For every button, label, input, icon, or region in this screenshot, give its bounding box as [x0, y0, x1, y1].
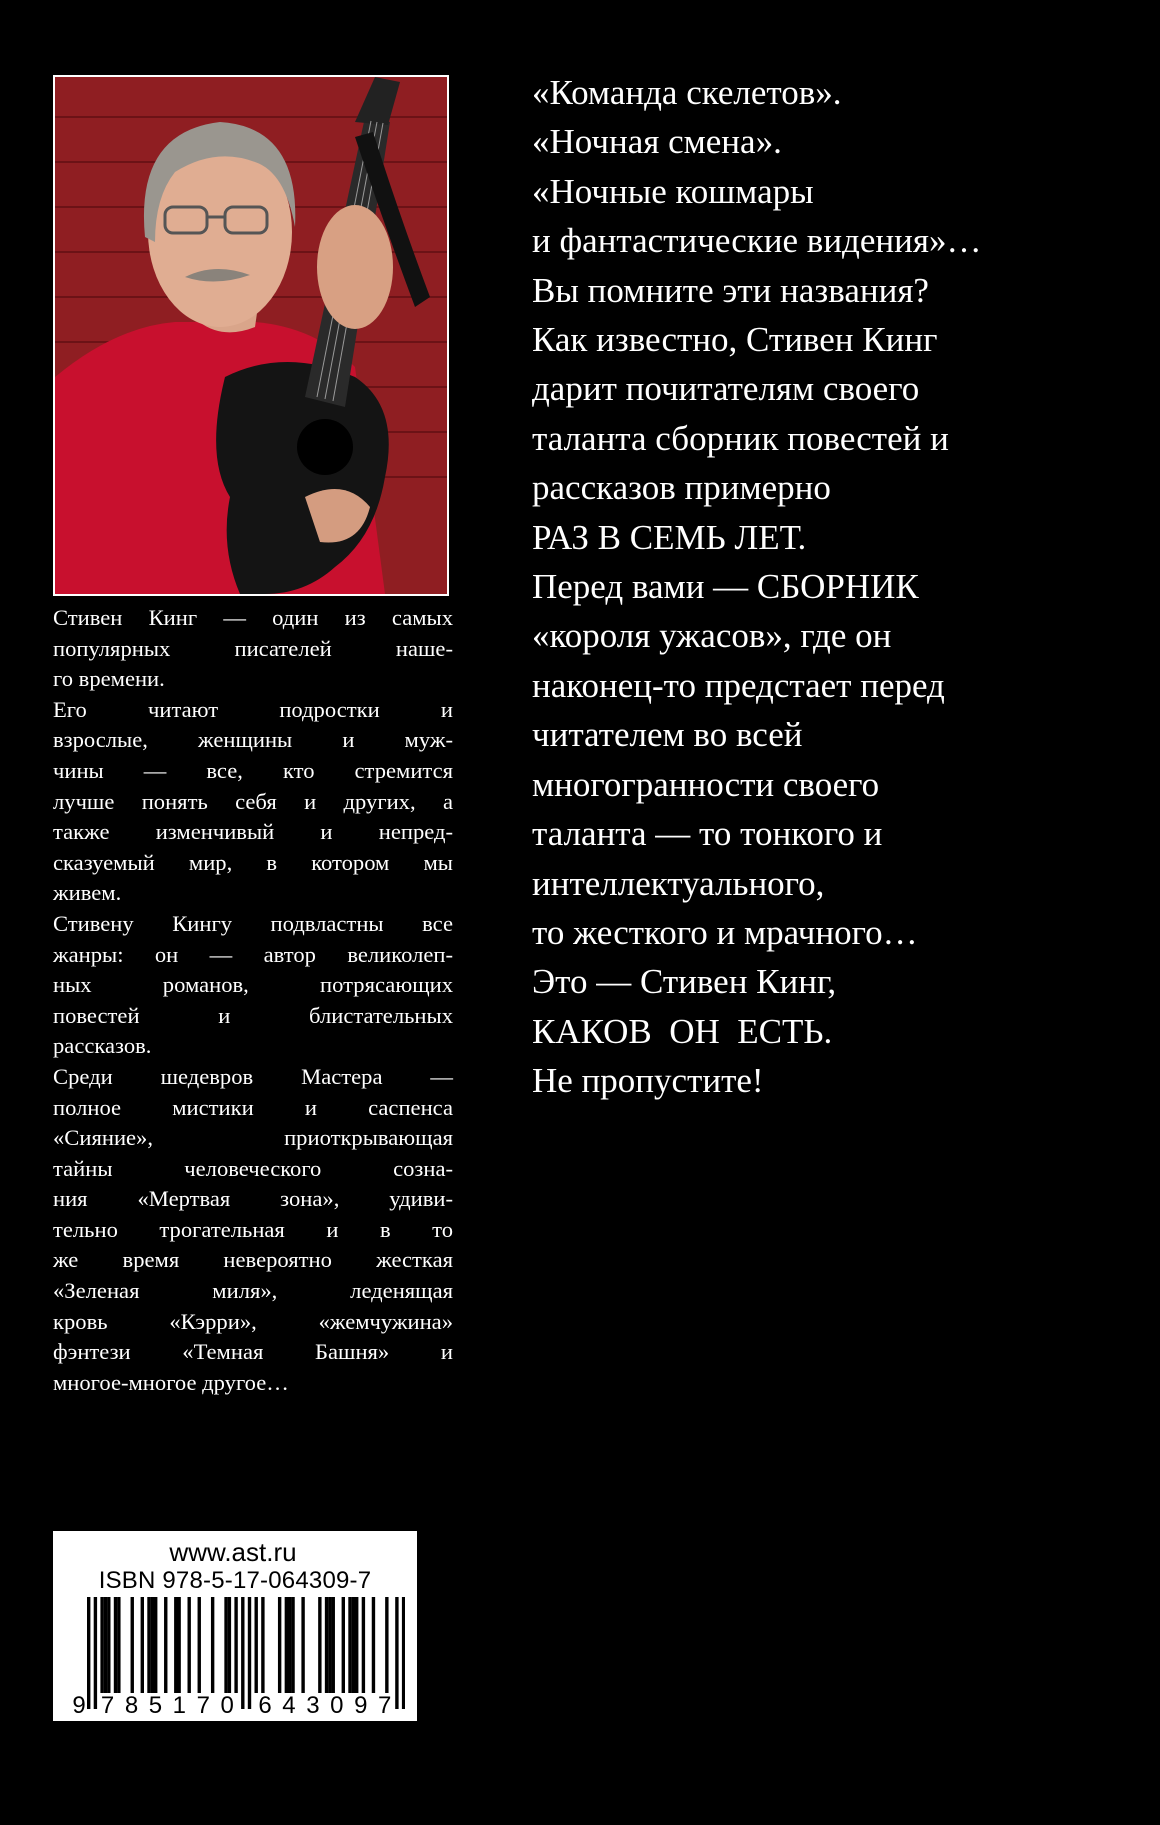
- barcode-bar: [301, 1597, 304, 1693]
- blurb-line: многогранности своего: [532, 764, 880, 804]
- bio-line: же время невероятно жесткая: [53, 1247, 453, 1273]
- blurb-line: интеллектуального,: [532, 863, 825, 903]
- bio-line: ных романов, потрясающих: [53, 972, 453, 998]
- blurb-line: читателем во всей: [532, 715, 803, 755]
- barcode-bar: [117, 1597, 120, 1693]
- bio-line: ния «Мертвая зона», удиви-: [53, 1186, 453, 1212]
- bio-line: рассказов.: [53, 1033, 152, 1059]
- blurb-line: и фантастические видения»…: [532, 221, 982, 261]
- barcode-bar: [248, 1597, 251, 1709]
- barcode-bar: [141, 1597, 144, 1693]
- bio-line: взрослые, женщины и муж-: [53, 727, 453, 753]
- barcode-digits: 785170: [100, 1692, 234, 1715]
- blurb-line: Как известно, Стивен Кинг: [532, 320, 938, 360]
- barcode-graphic: [65, 1597, 405, 1715]
- barcode-bar: [107, 1597, 110, 1693]
- barcode-bar: [104, 1597, 107, 1693]
- blurb-line: КАКОВ ОН ЕСТЬ.: [532, 1011, 833, 1051]
- bio-paragraph: [53, 695, 453, 909]
- book-blurb: [532, 68, 1092, 1106]
- barcode-bar: [332, 1597, 335, 1693]
- barcode-bar: [342, 1597, 345, 1693]
- bio-line: повестей и блистательных: [53, 1002, 453, 1028]
- bio-line: многое-многое другое…: [53, 1369, 289, 1395]
- barcode-bar: [288, 1597, 291, 1693]
- barcode-bar: [131, 1597, 134, 1693]
- barcode-bar: [147, 1597, 150, 1693]
- blurb-line: таланта — то тонкого и: [532, 814, 883, 854]
- barcode-bar: [348, 1597, 351, 1693]
- author-bio: [53, 603, 453, 1398]
- bio-line: «Зеленая миля», леденящая: [53, 1278, 453, 1304]
- bio-line: популярных писателей наше-: [53, 635, 453, 661]
- bio-line: Среди шедевров Мастера —: [53, 1063, 453, 1089]
- isbn-number: ISBN 978-5-17-064309-7: [98, 1567, 372, 1594]
- barcode-bar: [87, 1597, 90, 1709]
- barcode-bar: [174, 1597, 177, 1693]
- barcode-bar: [385, 1597, 388, 1693]
- isbn-barcode-block: [53, 1531, 417, 1721]
- bio-line: Стивен Кинг — один из самых: [53, 605, 453, 630]
- bio-line: тайны человеческого созна-: [53, 1155, 453, 1181]
- blurb-line: «Ночная смена».: [532, 122, 782, 162]
- bio-line: полное мистики и саспенса: [53, 1094, 453, 1120]
- bio-paragraph: [53, 603, 453, 695]
- blurb-line: дарит почитателям своего: [532, 369, 920, 409]
- barcode-bar: [372, 1597, 375, 1693]
- barcode-bar: [188, 1597, 191, 1693]
- bio-line: чины — все, кто стремится: [53, 757, 453, 783]
- bio-line: Стивену Кингу подвластны все: [53, 910, 453, 936]
- barcode-bar: [211, 1597, 214, 1693]
- barcode-bar: [402, 1597, 405, 1709]
- bio-paragraph: [53, 1062, 453, 1399]
- barcode-bar: [395, 1597, 398, 1709]
- barcode-bar: [228, 1597, 231, 1693]
- barcode-bar: [151, 1597, 154, 1693]
- barcode-bar: [164, 1597, 167, 1693]
- blurb-line: Не пропустите!: [532, 1061, 764, 1101]
- barcode-bar: [241, 1597, 244, 1709]
- blurb-line: «короля ужасов», где он: [532, 616, 892, 656]
- blurb-line: таланта сборник повестей и: [532, 418, 949, 458]
- barcode-bar: [100, 1597, 103, 1693]
- barcode-bar: [285, 1597, 288, 1693]
- barcode-bar: [154, 1597, 157, 1693]
- barcode-bar: [328, 1597, 331, 1693]
- bio-line: фэнтези «Темная Башня» и: [53, 1339, 453, 1365]
- barcode-bar: [224, 1597, 227, 1693]
- bio-line: кровь «Кэрри», «жемчужина»: [53, 1308, 453, 1334]
- barcode-bar: [261, 1597, 264, 1693]
- bio-line: лучше понять себя и других, а: [53, 788, 453, 814]
- barcode-bar: [362, 1597, 365, 1693]
- barcode-digits: 643097: [258, 1692, 392, 1715]
- barcode-bar: [255, 1597, 258, 1693]
- author-photo: [53, 75, 449, 596]
- bio-line: тельно трогательная и в то: [53, 1216, 453, 1242]
- blurb-line: то жесткого и мрачного…: [532, 912, 918, 952]
- blurb-line: «Команда скелетов».: [532, 73, 842, 112]
- barcode-bar: [278, 1597, 281, 1693]
- bio-line: жанры: он — автор великолеп-: [53, 941, 453, 967]
- blurb-line: рассказов примерно: [532, 468, 831, 508]
- blurb-line: Вы помните эти названия?: [532, 270, 929, 310]
- barcode-bar: [291, 1597, 294, 1693]
- barcode-bar: [352, 1597, 355, 1693]
- barcode-bar: [234, 1597, 237, 1693]
- barcode-bar: [355, 1597, 358, 1693]
- blurb-line: наконец-то предстает перед: [532, 665, 945, 705]
- bio-line: сказуемый мир, в котором мы: [53, 849, 453, 875]
- bio-paragraph: [53, 909, 453, 1062]
- bio-line: Его читают подростки и: [53, 696, 453, 722]
- barcode-bar: [177, 1597, 180, 1693]
- barcode-digits: 9: [72, 1692, 86, 1715]
- barcode-bar: [318, 1597, 321, 1693]
- blurb-line: РАЗ В СЕМЬ ЛЕТ.: [532, 517, 807, 557]
- bio-line: го времени.: [53, 666, 165, 692]
- bio-line: живем.: [53, 880, 122, 906]
- blurb-line: «Ночные кошмары: [532, 171, 814, 211]
- bio-line: «Сияние», приоткрывающая: [53, 1125, 453, 1151]
- barcode-bar: [198, 1597, 201, 1693]
- author-photo-illustration: [55, 77, 447, 594]
- barcode-bar: [325, 1597, 328, 1693]
- barcode-bar: [114, 1597, 117, 1693]
- blurb-line: Это — Стивен Кинг,: [532, 962, 837, 1002]
- blurb-line: Перед вами — СБОРНИК: [532, 567, 919, 607]
- publisher-url: www.ast.ru: [169, 1537, 297, 1567]
- bio-line: также изменчивый и непред-: [53, 819, 453, 845]
- barcode-bar: [94, 1597, 97, 1709]
